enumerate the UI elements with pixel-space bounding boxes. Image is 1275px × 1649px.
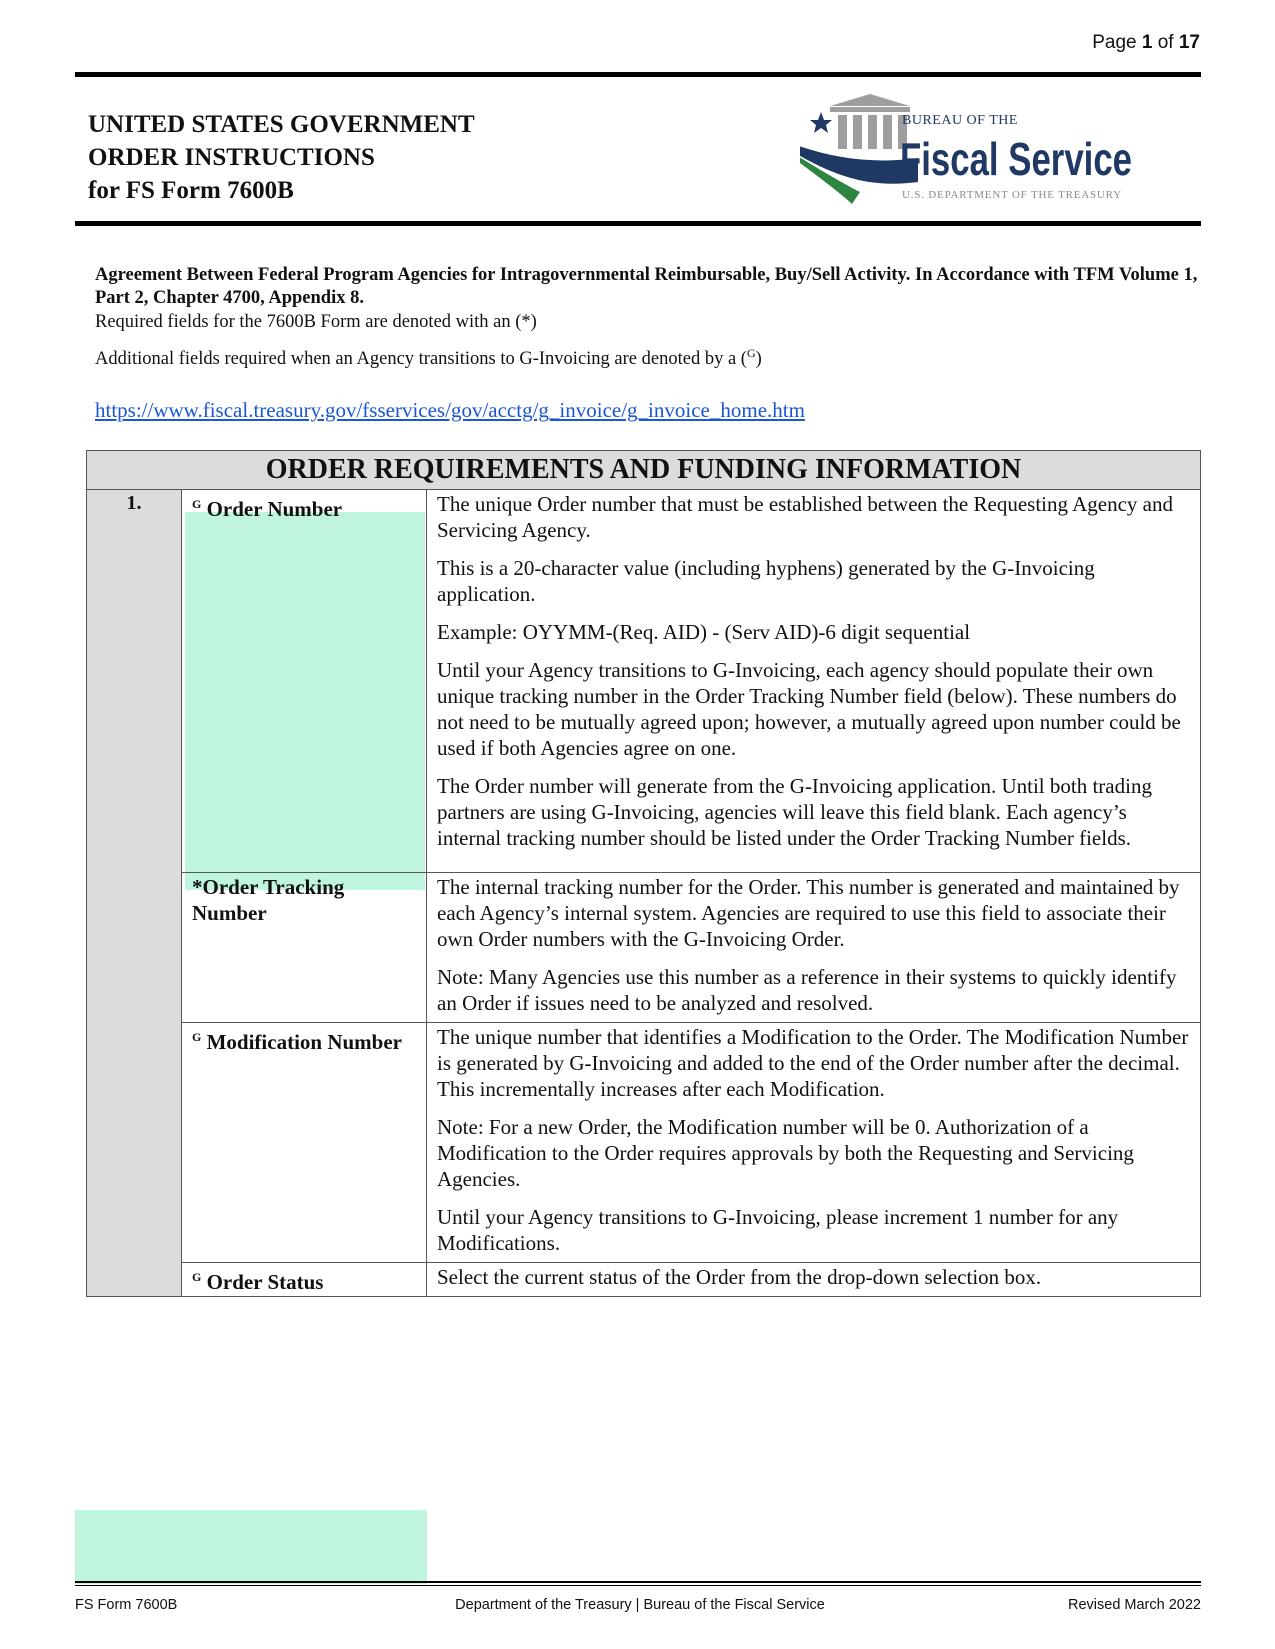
ginvoicing-marker: G bbox=[192, 1030, 202, 1044]
title-line-3: for FS Form 7600B bbox=[88, 177, 294, 204]
footer-highlight bbox=[75, 1510, 427, 1584]
logo-name-text: Fiscal Service bbox=[900, 133, 1132, 185]
description-paragraph: Select the current status of the Order from the drop-down selection box. bbox=[437, 1265, 1042, 1289]
ginvoicing-link[interactable]: https://www.fiscal.treasury.gov/fsservices/gov/acctg/g_invoice/g_invoice_home.htm bbox=[95, 398, 805, 422]
field-name: Modification Number bbox=[206, 1030, 402, 1054]
page-current: 1 bbox=[1141, 32, 1153, 53]
field-name-cell bbox=[182, 1023, 427, 1263]
description-paragraph: The Order number will generate from the G-Invoicing application. Until both trading partners are using G-Invoicing, agencies will leave this field blank. Each agency’s internal tracking number should be listed under the Order Tracking Number fields. bbox=[437, 774, 1152, 850]
logo-bureau-text: BUREAU OF THE bbox=[902, 113, 1018, 128]
field-description-cell bbox=[427, 873, 1201, 1023]
order-requirements-table bbox=[86, 450, 1201, 1297]
field-description-cell bbox=[427, 1263, 1201, 1297]
footer-rule-thin bbox=[75, 1585, 1201, 1586]
ginvoicing-marker: G bbox=[192, 497, 202, 511]
field-description-cell bbox=[427, 490, 1201, 873]
table-heading: ORDER REQUIREMENTS AND FUNDING INFORMATION bbox=[87, 451, 1201, 490]
required-fields-note: Required fields for the 7600B Form are denoted with an (*) bbox=[95, 312, 537, 332]
ginvoicing-note-prefix: Additional fields required when an Agency transitions to G-Invoicing are denoted by a ( bbox=[95, 349, 747, 370]
document-title bbox=[88, 108, 475, 207]
table-row bbox=[87, 873, 1201, 1023]
field-description-cell bbox=[427, 1023, 1201, 1263]
page-of: of bbox=[1157, 32, 1174, 53]
ginvoicing-marker: G bbox=[192, 1270, 202, 1284]
description-paragraph: The unique Order number that must be established between the Requesting Agency and Servicing Agency. bbox=[437, 492, 1173, 542]
description-paragraph: Note: For a new Order, the Modification number will be 0. Authorization of a Modification to the Order requires approvals by both the Requesting and Servicing Agencies. bbox=[437, 1115, 1134, 1191]
footer-form-name: FS Form 7600B bbox=[75, 1597, 178, 1613]
field-name-cell bbox=[182, 1263, 427, 1297]
ginvoicing-note-marker: G bbox=[746, 346, 756, 360]
header-bottom-rule bbox=[75, 221, 1201, 226]
fiscal-service-logo bbox=[800, 92, 1200, 217]
footer-revised-date: Revised March 2022 bbox=[1068, 1597, 1201, 1613]
description-paragraph: Until your Agency transitions to G-Invoicing, please increment 1 number for any Modifications. bbox=[437, 1205, 1119, 1255]
table-row bbox=[87, 490, 1201, 873]
table-row bbox=[87, 1023, 1201, 1263]
fiscal-service-emblem-icon bbox=[800, 92, 1200, 217]
description-paragraph: Note: Many Agencies use this number as a reference in their systems to quickly identify an Order if issues need to be analyzed and resolved. bbox=[437, 965, 1177, 1015]
field-name: Order Status bbox=[206, 1270, 324, 1294]
field-name-cell bbox=[182, 873, 427, 1023]
description-paragraph: This is a 20-character value (including hyphens) generated by the G-Invoicing application. bbox=[437, 556, 1095, 606]
header-top-rule bbox=[75, 72, 1201, 77]
logo-department-text: U.S. DEPARTMENT OF THE TREASURY bbox=[902, 189, 1122, 201]
field-name: *Order Tracking Number bbox=[192, 875, 345, 925]
description-paragraph: The internal tracking number for the Order. This number is generated and maintained by each Agency’s internal system. Agencies are required to use this field to associate their own Order numbers with the G-Invoicing Order. bbox=[437, 875, 1180, 951]
ginvoicing-fields-note bbox=[95, 346, 762, 370]
page-number bbox=[1092, 32, 1200, 54]
description-paragraph: Example: OYYMM-(Req. AID) - (Serv AID)-6 digit sequential bbox=[437, 620, 971, 644]
description-paragraph: The unique number that identifies a Modification to the Order. The Modification Number is generated by G-Invoicing and added to the end of the Order number after the decimal. This incrementally increases after each Modification. bbox=[437, 1025, 1189, 1101]
page-total: 17 bbox=[1178, 32, 1200, 53]
field-name: Order Number bbox=[206, 497, 343, 521]
page-prefix: Page bbox=[1092, 32, 1137, 53]
section-number: 1. bbox=[126, 492, 142, 514]
footer-department: Department of the Treasury | Bureau of the Fiscal Service bbox=[455, 1597, 825, 1613]
agreement-statement: Agreement Between Federal Program Agencies for Intragovernmental Reimbursable, Buy/Sell Activity. In Accordance with TFM Volume 1, Part 2, Chapter 4700, Appendix 8. bbox=[95, 265, 1198, 308]
section-number-cell bbox=[87, 490, 182, 1297]
title-line-1: UNITED STATES GOVERNMENT bbox=[88, 111, 475, 138]
footer-rule bbox=[75, 1581, 1201, 1583]
table-row bbox=[87, 1263, 1201, 1297]
description-paragraph: Until your Agency transitions to G-Invoicing, each agency should populate their own unique tracking number in the Order Tracking Number field (below). These numbers do not need to be mutually agreed upon; however, a mutually agreed upon number could be used if both Agencies agree on one. bbox=[437, 658, 1181, 760]
title-line-2: ORDER INSTRUCTIONS bbox=[88, 144, 375, 171]
field-name-cell bbox=[182, 490, 427, 873]
ginvoicing-note-suffix: ) bbox=[755, 349, 762, 370]
